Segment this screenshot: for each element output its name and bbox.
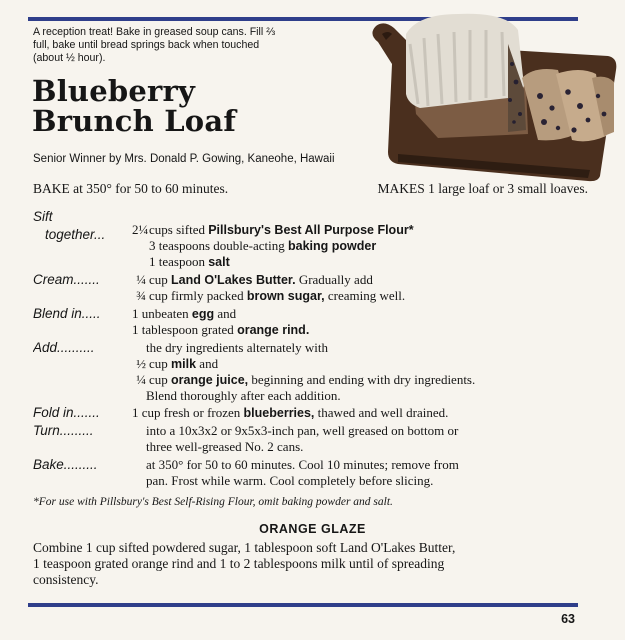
ingredient-line (132, 322, 593, 338)
bake-temp-time: BAKE at 350° for 50 to 60 minutes. (33, 181, 229, 196)
step-turn (33, 423, 593, 457)
ingredient-name: egg (191, 307, 215, 321)
step-label: Cream....... (33, 272, 100, 287)
step-label: Add.......... (33, 340, 95, 355)
bread-loaf-photo (358, 4, 620, 184)
ingredient-name: Land O'Lakes Butter. (171, 273, 296, 287)
ingredient-line (132, 372, 593, 388)
ingredient-name: brown sugar, (246, 289, 325, 303)
ingredient-name: orange juice, (171, 373, 249, 387)
instruction-line (132, 457, 593, 473)
ingredient-text: beginning and ending with dry ingredients. (248, 372, 476, 387)
step-cream (33, 272, 593, 306)
step-fold-in (33, 405, 593, 423)
ingredient-line (132, 306, 593, 322)
step-label: Bake......... (33, 457, 98, 472)
ingredient-text: and (196, 356, 219, 371)
ingredient-name: milk (171, 357, 197, 371)
page-number: 63 (561, 612, 575, 626)
ingredient-line (132, 254, 593, 270)
glaze-line: 1 teaspoon grated orange rind and 1 to 2 tablespoons milk until of spreading (33, 556, 445, 571)
ingredient-text: cup (149, 372, 172, 387)
step-body (132, 405, 593, 421)
ingredient-text: 1 tablespoon grated (132, 322, 238, 337)
step-label (33, 208, 128, 244)
yield: MAKES 1 large loaf or 3 small loaves. (377, 181, 588, 196)
ingredient-amount: ¼ (136, 272, 146, 287)
ingredient-name: blueberries, (243, 406, 315, 420)
ingredient-text: 1 teaspoon (149, 254, 209, 269)
intro-line: full, bake until bread springs back when touched (33, 39, 260, 52)
step-label: Fold in....... (33, 405, 100, 420)
ingredient-line (132, 405, 593, 421)
ingredient-line (132, 340, 593, 356)
step-body (132, 423, 593, 455)
ingredient-line (132, 238, 593, 254)
title-line-1: Blueberry (32, 74, 195, 108)
glaze-heading: ORANGE GLAZE (259, 522, 366, 536)
glaze-line: Combine 1 cup sifted powdered sugar, 1 tablespoon soft Land O'Lakes Butter, (33, 540, 456, 555)
step-blend-in (33, 306, 593, 340)
ingredient-name: salt (208, 255, 230, 269)
step-sift (33, 208, 593, 269)
bake-info (33, 181, 588, 197)
ingredient-amount: ¾ (136, 288, 146, 303)
step-bake (33, 457, 593, 491)
ingredient-text: Blend thoroughly after each addition. (146, 388, 341, 403)
glaze-line: consistency. (33, 572, 99, 587)
ingredient-amount: ¼ (136, 372, 146, 387)
step-label-line: together... (45, 227, 106, 242)
ingredient-line (132, 388, 593, 404)
step-body (132, 340, 593, 404)
instruction-text: at 350° for 50 to 60 minutes. Cool 10 minutes; remove from (146, 457, 459, 472)
ingredient-text: creaming well. (324, 288, 406, 303)
ingredient-name: Pillsbury's Best All Purpose Flour* (208, 223, 414, 237)
instruction-text: three well-greased No. 2 cans. (146, 439, 304, 454)
instruction-line (132, 439, 593, 455)
ingredient-text: thawed and well drained. (314, 405, 449, 420)
ingredient-text: 1 cup fresh or frozen (132, 405, 244, 420)
step-label: Turn......... (33, 423, 94, 438)
intro-text (33, 26, 333, 66)
footnote: *For use with Pillsbury's Best Self-Rising Flour, omit baking powder and salt. (33, 496, 393, 508)
ingredient-text: Gradually add (295, 272, 373, 287)
ingredient-text: cup firmly packed (149, 288, 247, 303)
ingredient-name: baking powder (288, 239, 377, 253)
step-add (33, 340, 593, 406)
ingredient-line (132, 272, 593, 288)
intro-line: A reception treat! Bake in greased soup cans. Fill ⅔ (33, 26, 276, 38)
instruction-text: pan. Frost while warm. Cool completely before slicing. (146, 473, 434, 488)
ingredient-text: cups sifted (149, 222, 209, 237)
ingredient-name: orange rind. (237, 323, 310, 337)
instruction-line (132, 423, 593, 439)
step-label-line: Sift (33, 209, 53, 224)
step-label: Blend in..... (33, 306, 101, 321)
ingredient-amount: ½ (136, 356, 146, 371)
ingredient-text: cup (149, 356, 172, 371)
bottom-rule (28, 603, 578, 607)
ingredient-text: cup (149, 272, 172, 287)
glaze-instructions (33, 540, 585, 588)
title-line-2: Brunch Loaf (32, 104, 236, 138)
step-body (132, 222, 593, 270)
ingredient-text: 3 teaspoons double-acting (149, 238, 288, 253)
step-body (132, 272, 593, 304)
winner-credit: Senior Winner by Mrs. Donald P. Gowing, Kaneohe, Hawaii (33, 153, 335, 165)
recipe-title (32, 76, 236, 136)
intro-line: (about ½ hour). (33, 52, 106, 65)
instruction-text: into a 10x3x2 or 9x5x3-inch pan, well greased on bottom or (146, 423, 459, 438)
ingredient-line (132, 356, 593, 372)
instruction-line (132, 473, 593, 489)
ingredient-text: 1 unbeaten (132, 306, 192, 321)
ingredient-line (132, 288, 593, 304)
ingredient-text: and (214, 306, 237, 321)
step-body (132, 306, 593, 338)
ingredient-text: the dry ingredients alternately with (146, 340, 328, 355)
ingredient-amount: 2¼ (132, 222, 149, 237)
ingredient-line (132, 222, 593, 238)
step-body (132, 457, 593, 489)
